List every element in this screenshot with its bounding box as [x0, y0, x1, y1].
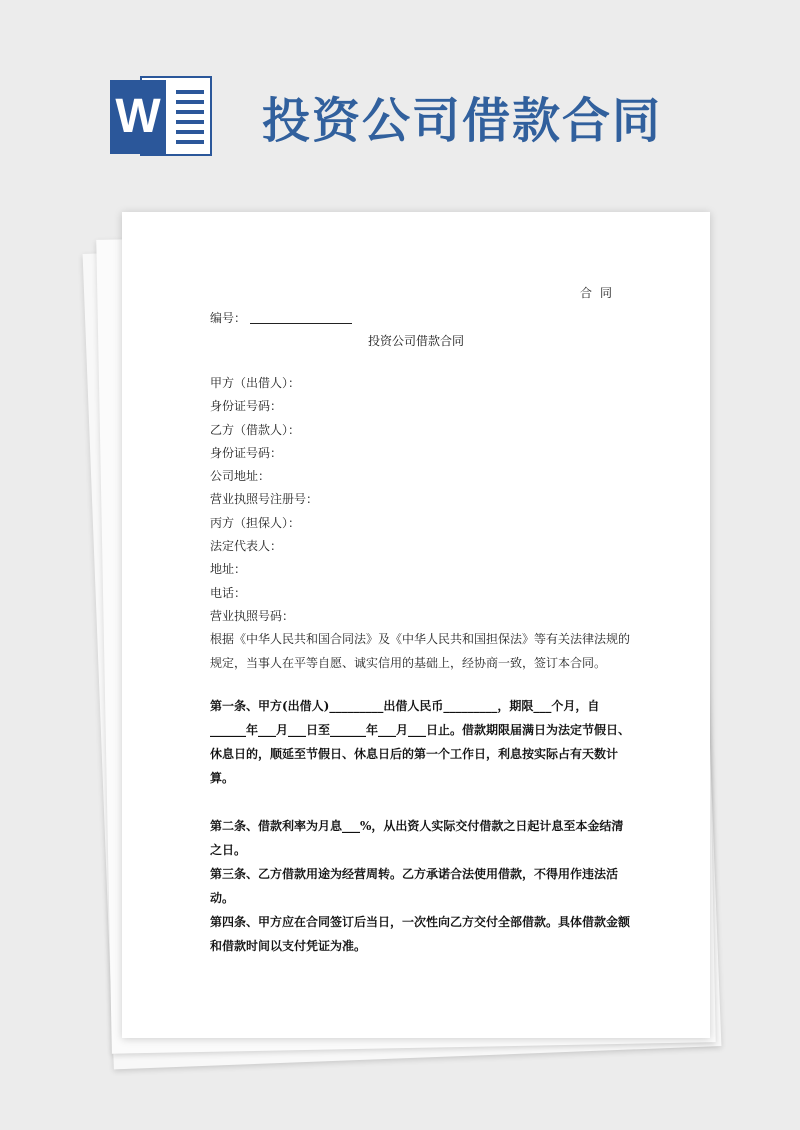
article-3: 第三条、乙方借款用途为经营周转。乙方承诺合法使用借款，不得用作违法活动。: [210, 867, 619, 905]
word-letter-badge: W: [110, 80, 166, 154]
field-address: 地址：: [210, 562, 247, 577]
banner-title: 投资公司借款合同: [262, 93, 663, 149]
field-guarantor: 丙方（担保人）：: [210, 515, 301, 530]
party-fields: [210, 372, 640, 628]
field-legal-rep: 法定代表人：: [210, 539, 283, 554]
field-company-address: 公司地址：: [210, 469, 271, 484]
field-lender-id: 身份证号码：: [210, 399, 283, 414]
document-page: [122, 212, 710, 1038]
field-business-license-reg: 营业执照号注册号：: [210, 492, 319, 507]
field-phone: 电话：: [210, 585, 247, 600]
contract-number-blank: [250, 311, 352, 324]
field-lender: 甲方（出借人）：: [210, 376, 301, 390]
field-borrower: 乙方（借款人）：: [210, 422, 301, 437]
article-2: 第二条、借款利率为月息___%，从出资人实际交付借款之日起计息至本金结清之日。: [210, 819, 624, 857]
header-label: 合同: [579, 286, 620, 300]
article-1: 第一条、甲方(出借人)_________出借人民币_________，期限___个月，自______年___月___日至______年___月___日止。借款期限届满日为法定节假日、休息日的，顺延至节假日、休息日后的第一个工作日，利息按实际占有天数计算。: [210, 699, 631, 785]
articles: [210, 694, 634, 958]
contract-number: [210, 309, 352, 326]
document-title: 投资公司借款合同: [367, 334, 464, 348]
contract-number-label: 编号：: [210, 311, 247, 325]
field-borrower-id: 身份证号码：: [210, 445, 283, 460]
word-app-icon: [110, 68, 214, 160]
field-business-license-no: 营业执照号码：: [210, 608, 295, 623]
article-4: 第四条、甲方应在合同签订后当日，一次性向乙方交付全部借款。具体借款金额和借款时间以支付凭证为准。: [210, 915, 631, 953]
intro-paragraph: 根据《中华人民共和国合同法》及《中华人民共和国担保法》等有关法律法规的规定，当事人在平等自愿、诚实信用的基础上，经协商一致，签订本合同。: [210, 632, 631, 670]
